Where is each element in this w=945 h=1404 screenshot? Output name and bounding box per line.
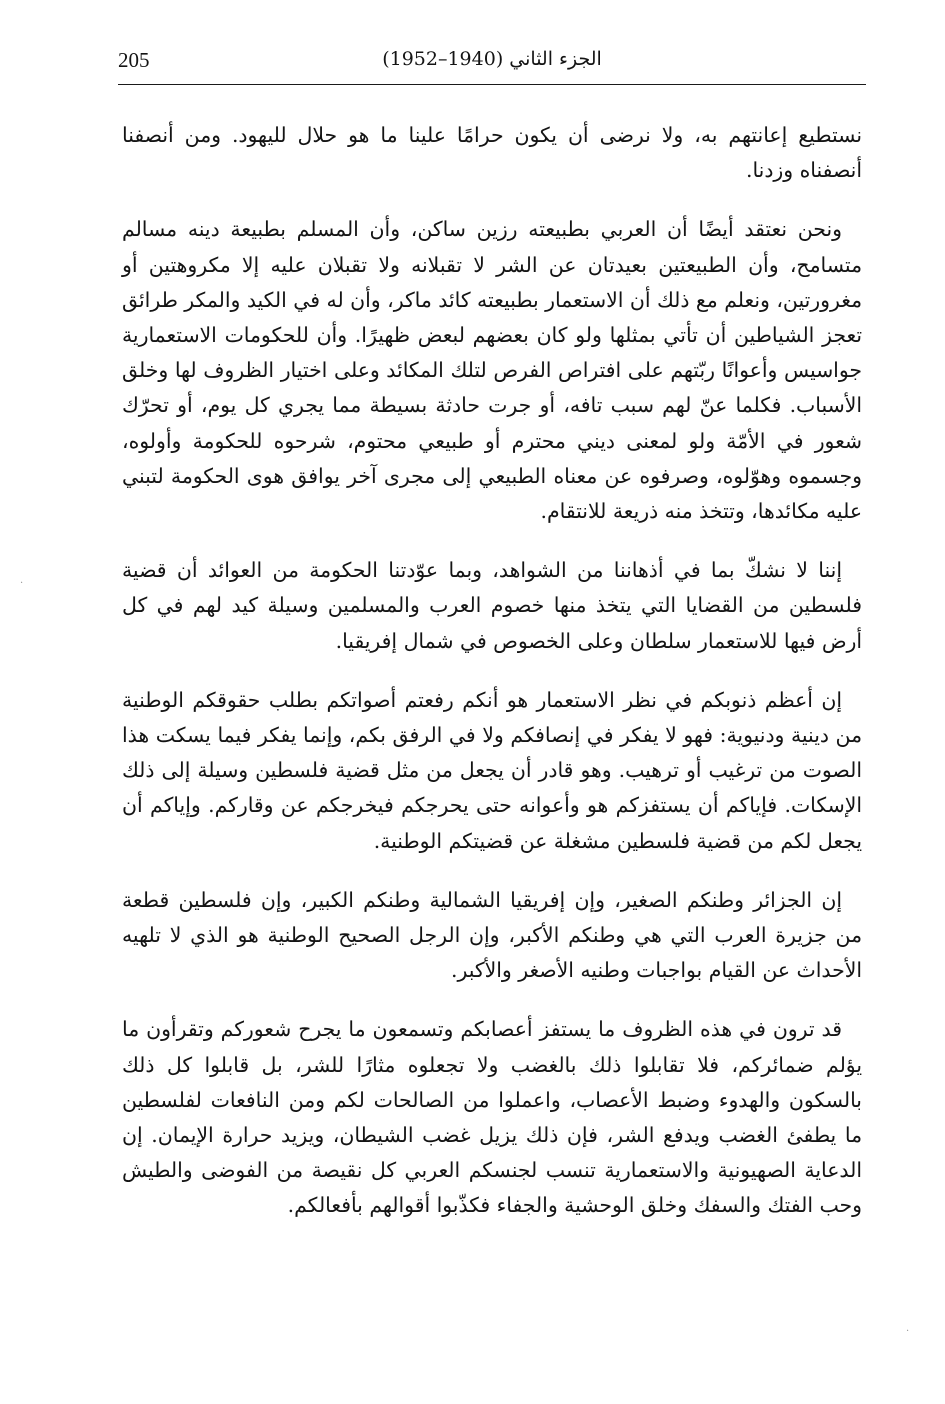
running-header: [118, 44, 866, 85]
paragraph: قد ترون في هذه الظروف ما يستفز أعصابكم وتسمعون ما يجرح شعوركم وتقرأون ما يؤلم ضمائركم، فلا تقابلوا ذلك بالغضب ولا تجعلوه مثارًا للشر، بل قابلوا كل ذلك بالسكون والهدوء وضبط الأعصاب، واعملوا من الصالحات لكم ومن النافعات لفلسطين ما يطفئ الغضب ويدفع الشر، فإن ذلك يزيل غضب الشيطان، ويزيد حرارة الإيمان. إن الدعاية الصهيونية والاستعمارية تنسب لجنسكم العربي كل نقيصة من الفوضى والطيش وحب الفتك والسفك وخلق الوحشية والجفاء فكذّبوا أقوالهم بأفعالكم.: [122, 1017, 862, 1218]
running-title: الجزء الثاني (1940–1952): [382, 48, 602, 70]
paragraph: نستطيع إعانتهم به، ولا نرضى أن يكون حرامًا علينا ما هو حلال لليهود. ومن أنصفنا أنصفناه وزدنا.: [122, 123, 862, 183]
paragraph: ونحن نعتقد أيضًا أن العربي بطبيعته رزين ساكن، وأن المسلم بطبيعة دينه مسالم متسامح، وأن الطبيعتين بعيدتان عن الشر لا تقبلانه ولا تقبلان عليه إلا مكروهتين أو مغرورتين، ونعلم مع ذلك أن الاستعمار بطبيعته كائد ماكر، وأن له في الكيد والمكر طرائق تعجز الشياطين أن تأتي بمثلها ولو كان بعضهم لبعض ظهيرًا. وأن للحكومات الاستعمارية جواسيس وأعوانًا ربّتهم على افتراص الفرص لتلك المكائد وعلى اختيار الظروف لها وخلق الأسباب. فكلما عنّ لهم سبب تافه، أو جرت حادثة بسيطة مما يجري كل يوم، أو تحرّك شعور في الأمّة ولو لمعنى ديني محترم أو طبيعي محتوم، شرحوه للحكومة وأولوه، وجسموه وهوّلوه، وصرفوه عن معناه الطبيعي إلى مجرى آخر يوافق هوى الحكومة لتبني عليه مكائدها، وتتخذ منه ذريعة للانتقام.: [122, 217, 862, 524]
body-text: [122, 118, 862, 1248]
paragraph: إن الجزائر وطنكم الصغير، وإن إفريقيا الشمالية وطنكم الكبير، وإن فلسطين قطعة من جزيرة العرب التي هي وطنكم الأكبر، وإن الرجل الصحيح الوطنية هو الذي لا تلهيه الأحداث عن القيام بواجبات وطنيه الأصغر والأكبر.: [122, 887, 862, 983]
scan-speck: ·: [906, 1326, 910, 1337]
paragraph: إن أعظم ذنوبكم في نظر الاستعمار هو أنكم رفعتم أصواتكم بطلب حقوقكم الوطنية من دينية ودنيوية: فهو لا يفكر في إنصافكم ولا في الرفق بكم، وإنما يفكر فيما يسكت هذا الصوت من ترغيب أو ترهيب. وهو قادر أن يجعل من مثل قضية فلسطين وسيلة إلى ذلك الإسكات. فإياكم أن يستفزكم هو وأعوانه حتى يحرجكم فيخرجكم عن وقاركم. وإياكم أن يجعل لكم من قضية فلسطين مشغلة عن قضيتكم الوطنية.: [122, 687, 862, 853]
paragraph: إننا لا نشكّ بما في أذهاننا من الشواهد، وبما عوّدتنا الحكومة من العوائد أن قضية فلسطين من القضايا التي يتخذ منها خصوم العرب والمسلمين وسيلة كيد لهم في كل أرض فيها للاستعمار سلطان وعلى الخصوص في شمال إفريقيا.: [122, 558, 862, 653]
page-number: 205: [118, 48, 150, 72]
scan-speck: ·: [20, 578, 24, 589]
